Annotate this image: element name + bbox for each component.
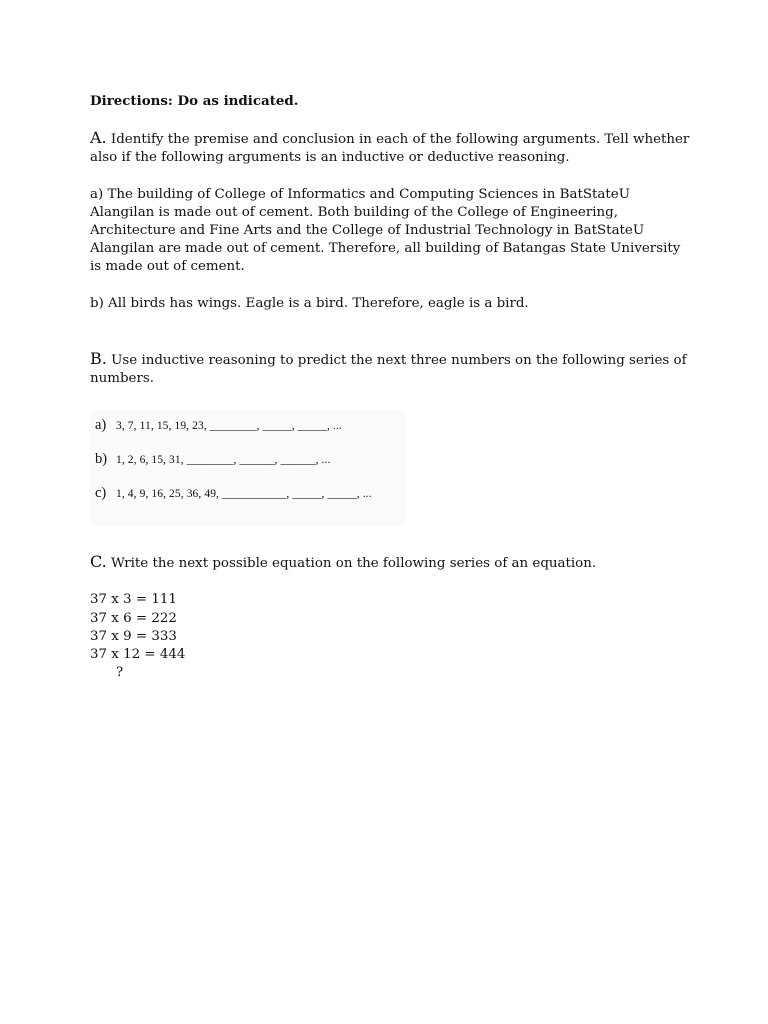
series-text: 1, 2, 6, 15, 31, ________, ______, ______, ... [116,454,331,467]
section-b-instruction [90,350,690,388]
series-text: 3, 7, 11, 15, 19, 23, ________, _____, _____, ... [116,420,342,433]
section-a-instruction [90,129,690,167]
section-c-letter: C. [90,552,107,572]
section-c-instruction [90,553,690,573]
next-equation-question-mark: ? [116,665,124,681]
equation-line: 37 x 3 = 111 [90,592,177,608]
section-b-text: Use inductive reasoning to predict the next three numbers on the following series of numbers. [90,352,687,387]
equation-line: 37 x 6 = 222 [90,610,177,626]
equation-line: 37 x 12 = 444 [90,647,186,663]
series-row-b [95,450,395,484]
argument-b: b) All birds has wings. Eagle is a bird. Therefore, eagle is a bird. [90,295,529,311]
series-text: 1, 4, 9, 16, 25, 36, 49, ___________, _____, _____, ... [116,488,372,501]
series-label: b) [95,451,108,468]
section-a-letter: A. [90,128,107,148]
section-b-letter: B. [90,348,107,368]
series-row-a [95,416,395,450]
section-a-text: Identify the premise and conclusion in each of the following arguments. Tell whether also if the following arguments is an inductive or deductive reasoning. [90,132,690,166]
directions-heading: Directions: Do as indicated. [90,93,299,109]
series-label: a) [95,417,107,434]
section-c-text: Write the next possible equation on the following series of an equation. [111,556,597,572]
series-label: c) [95,485,107,502]
equation-list [90,591,690,682]
worksheet-page [90,92,690,682]
number-series-list [90,410,405,526]
equation-line: 37 x 9 = 333 [90,628,177,644]
argument-a: a) The building of College of Informatics and Computing Sciences in BatStateU Alangilan is made out of cement. Both building of the College of Engineering, Architecture and Fine Arts and the College of Industrial Technology in BatStateU Alangilan are made out of cement. Therefore, all building of Batangas State University is made out of cement. [90,186,681,275]
series-row-c [95,484,395,518]
